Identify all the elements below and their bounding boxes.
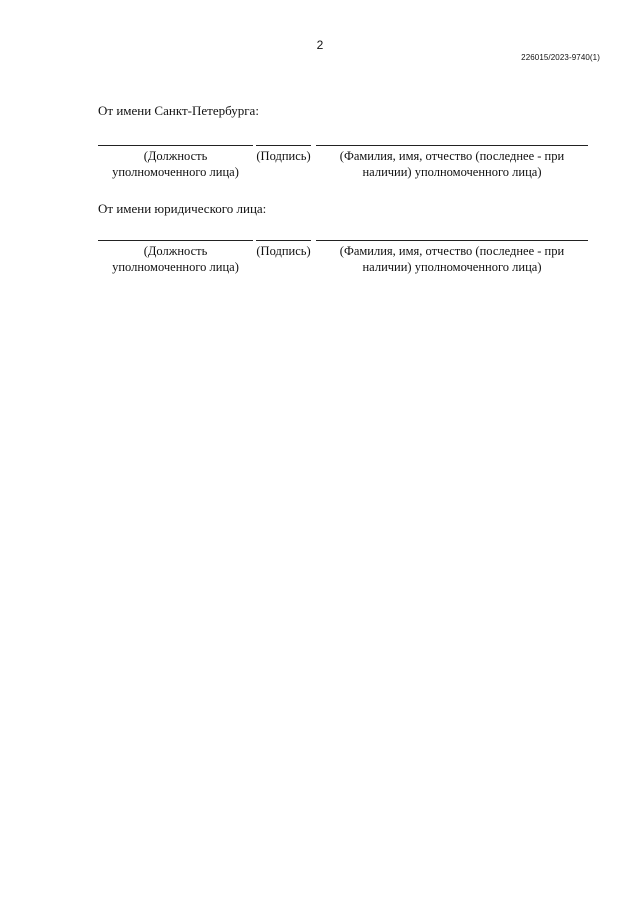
position-caption-line-1: (Должность	[143, 149, 208, 163]
position-caption-line-2: уполномоченного лица)	[112, 260, 239, 274]
signature-row-saint-petersburg	[98, 145, 588, 195]
name-line	[316, 145, 588, 146]
name-caption	[316, 243, 588, 275]
signature-line	[256, 145, 311, 146]
signature-line	[256, 240, 311, 241]
position-caption	[98, 148, 253, 180]
name-caption-line-2: наличии) уполномоченного лица)	[362, 165, 542, 179]
signature-row-legal-entity	[98, 240, 588, 290]
name-caption	[316, 148, 588, 180]
party-heading-saint-petersburg: От имени Санкт-Петербурга:	[98, 103, 259, 118]
position-caption-line-1: (Должность	[143, 244, 208, 258]
position-line	[98, 145, 253, 146]
position-caption-line-2: уполномоченного лица)	[112, 165, 239, 179]
page-number: 2	[316, 38, 324, 52]
position-line	[98, 240, 253, 241]
document-id: 226015/2023-9740(1)	[521, 53, 600, 62]
name-caption-line-2: наличии) уполномоченного лица)	[362, 260, 542, 274]
party-heading-legal-entity: От имени юридического лица:	[98, 201, 267, 216]
name-line	[316, 240, 588, 241]
name-caption-line-1: (Фамилия, имя, отчество (последнее - при	[339, 244, 565, 258]
signature-caption: (Подпись)	[256, 244, 311, 258]
signature-caption: (Подпись)	[256, 149, 311, 163]
name-caption-line-1: (Фамилия, имя, отчество (последнее - при	[339, 149, 565, 163]
position-caption	[98, 243, 253, 275]
